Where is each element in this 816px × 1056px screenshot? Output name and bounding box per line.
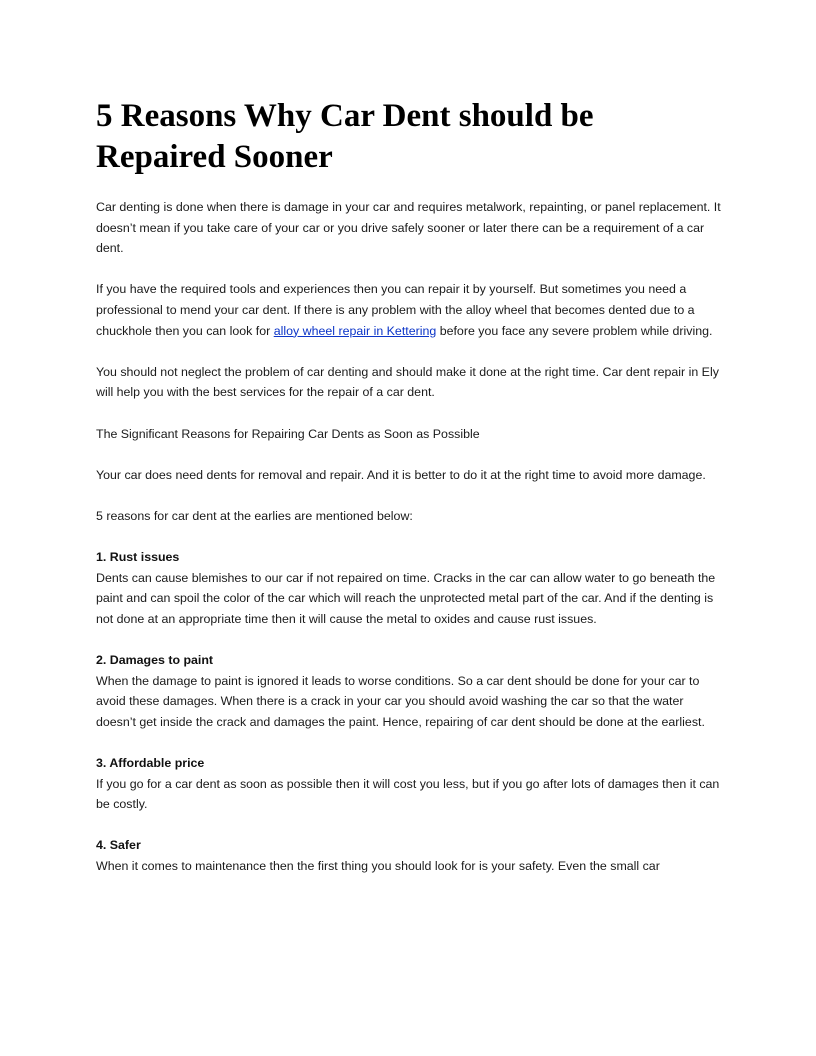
intro-paragraph: Car denting is done when there is damage in your car and requires metalwork, repainting, or panel replacement. It doesn’t mean if you take care of your car or you drive safely sooner or later there can be a requirement of a car dent. bbox=[96, 200, 721, 256]
reason-heading: 3. Affordable price bbox=[96, 756, 205, 771]
second-paragraph-after-link: before you face any severe problem while driving. bbox=[436, 323, 713, 338]
second-paragraph bbox=[96, 279, 722, 341]
third-paragraph: You should not neglect the problem of car denting and should make it done at the right time. Car dent repair in Ely will help you with the best services for the repair of a car dent. bbox=[96, 364, 719, 400]
reason-heading: 1. Rust issues bbox=[96, 550, 180, 565]
reason-body: If you go for a car dent as soon as possible then it will cost you less, but if you go after lots of damages then it can be costly. bbox=[96, 776, 720, 812]
list-intro: 5 reasons for car dent at the earlies are mentioned below: bbox=[96, 508, 413, 523]
fourth-paragraph: Your car does need dents for removal and repair. And it is better to do it at the right time to avoid more damage. bbox=[96, 467, 706, 482]
reason-heading: 4. Safer bbox=[96, 838, 141, 853]
reason-section bbox=[96, 547, 722, 629]
reason-section bbox=[96, 753, 722, 815]
reason-body: When the damage to paint is ignored it leads to worse conditions. So a car dent should be done for your car to avoid these damages. When there is a crack in your car you should avoid washing the car so that the water doesn’t get inside the crack and damages the paint. Hence, repairing of car dent should be done at the earliest. bbox=[96, 673, 705, 729]
reason-section bbox=[96, 650, 722, 732]
document-title: 5 Reasons Why Car Dent should be Repaired Sooner bbox=[96, 98, 594, 175]
section-heading: The Significant Reasons for Repairing Car Dents as Soon as Possible bbox=[96, 426, 480, 441]
reason-heading: 2. Damages to paint bbox=[96, 653, 214, 668]
reason-section bbox=[96, 835, 722, 876]
second-paragraph-before-link: If you have the required tools and experiences then you can repair it by yourself. But sometimes you need a professional to mend your car dent. If there is any problem with the alloy wheel that becomes dented due to a chuckhole then you can look for bbox=[96, 282, 695, 338]
reason-body: When it comes to maintenance then the first thing you should look for is your safety. Even the small car bbox=[96, 859, 660, 873]
document-page bbox=[96, 96, 722, 897]
reason-body: Dents can cause blemishes to our car if not repaired on time. Cracks in the car can allow water to go beneath the paint and can spoil the color of the car which will reach the unprotected metal part of the car. And if the denting is not done at an appropriate time then it will cause the metal to oxides and cause rust issues. bbox=[96, 570, 716, 626]
alloy-wheel-repair-link[interactable]: alloy wheel repair in Kettering bbox=[273, 323, 437, 338]
